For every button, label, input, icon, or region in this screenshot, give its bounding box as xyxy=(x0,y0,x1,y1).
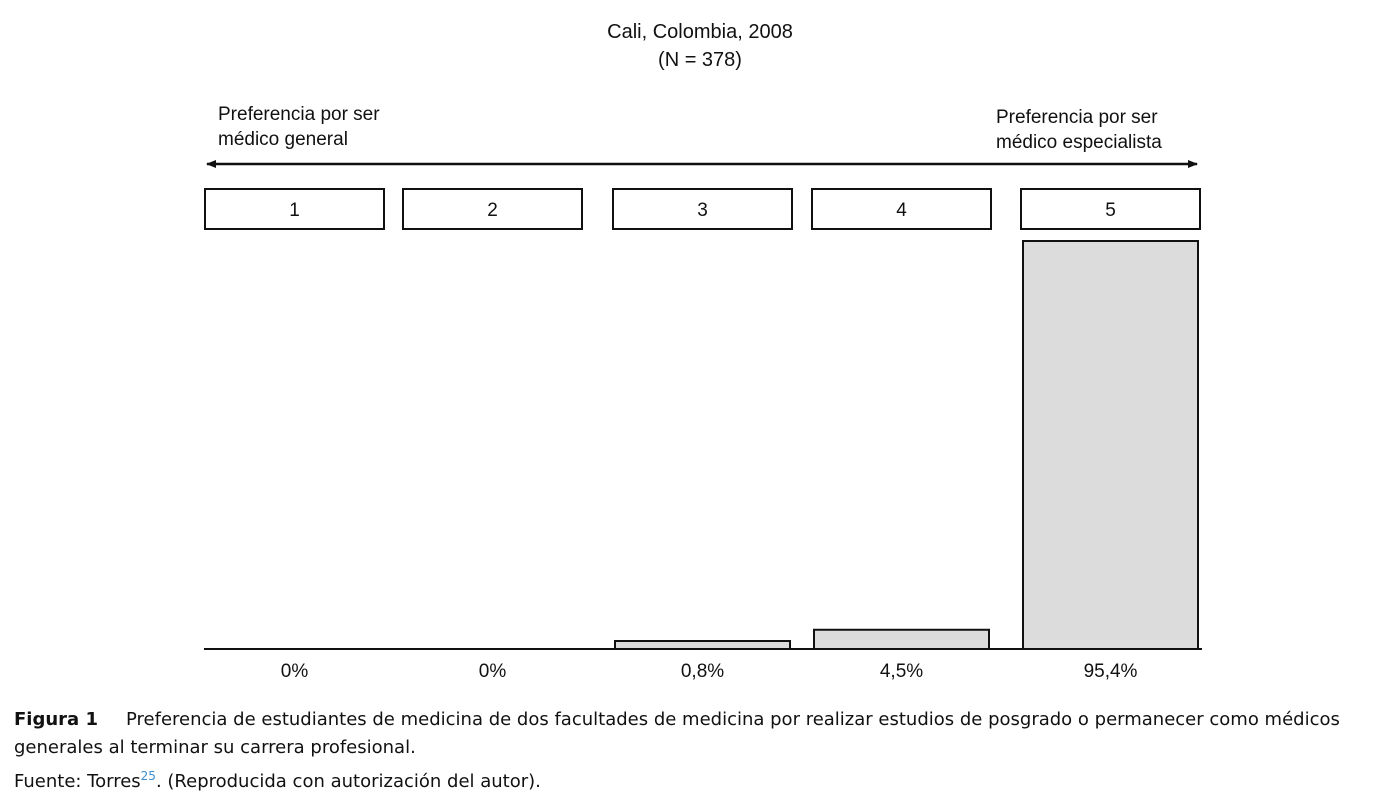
right-axis-label: Preferencia por ser médico especialista xyxy=(996,107,1162,153)
left-axis-label: Preferencia por ser médico general xyxy=(218,104,380,150)
figure-caption xyxy=(14,706,1394,762)
value-label-2: 0% xyxy=(478,661,507,682)
category-label-1: 1 xyxy=(289,200,300,221)
category-label-5: 5 xyxy=(1105,200,1116,221)
source-prefix: Fuente: Torres xyxy=(14,771,141,792)
value-label-3: 0,8% xyxy=(680,661,725,682)
category-label-3: 3 xyxy=(697,200,708,221)
category-label-2: 2 xyxy=(487,200,498,221)
category-label-4: 4 xyxy=(896,200,907,221)
bar-4 xyxy=(814,630,989,649)
source-reference[interactable]: 25 xyxy=(140,769,156,783)
figure-label: Figura 1 xyxy=(14,709,98,730)
source-suffix: . (Reproducida con autorización del autor). xyxy=(155,771,541,792)
bar-5 xyxy=(1023,241,1198,649)
value-label-5: 95,4% xyxy=(1083,661,1138,682)
value-label-1: 0% xyxy=(280,661,309,682)
chart-title: Cali, Colombia, 2008 xyxy=(607,21,793,43)
caption-text: Preferencia de estudiantes de medicina de dos facultades de medicina por realizar estudios de posgrado o permanecer como médicos generales al terminar su carrera profesional. xyxy=(14,709,1340,758)
bar-3 xyxy=(615,641,790,649)
chart-subtitle: (N = 378) xyxy=(658,49,742,71)
figure-source xyxy=(14,768,1394,796)
value-label-4: 4,5% xyxy=(879,661,924,682)
